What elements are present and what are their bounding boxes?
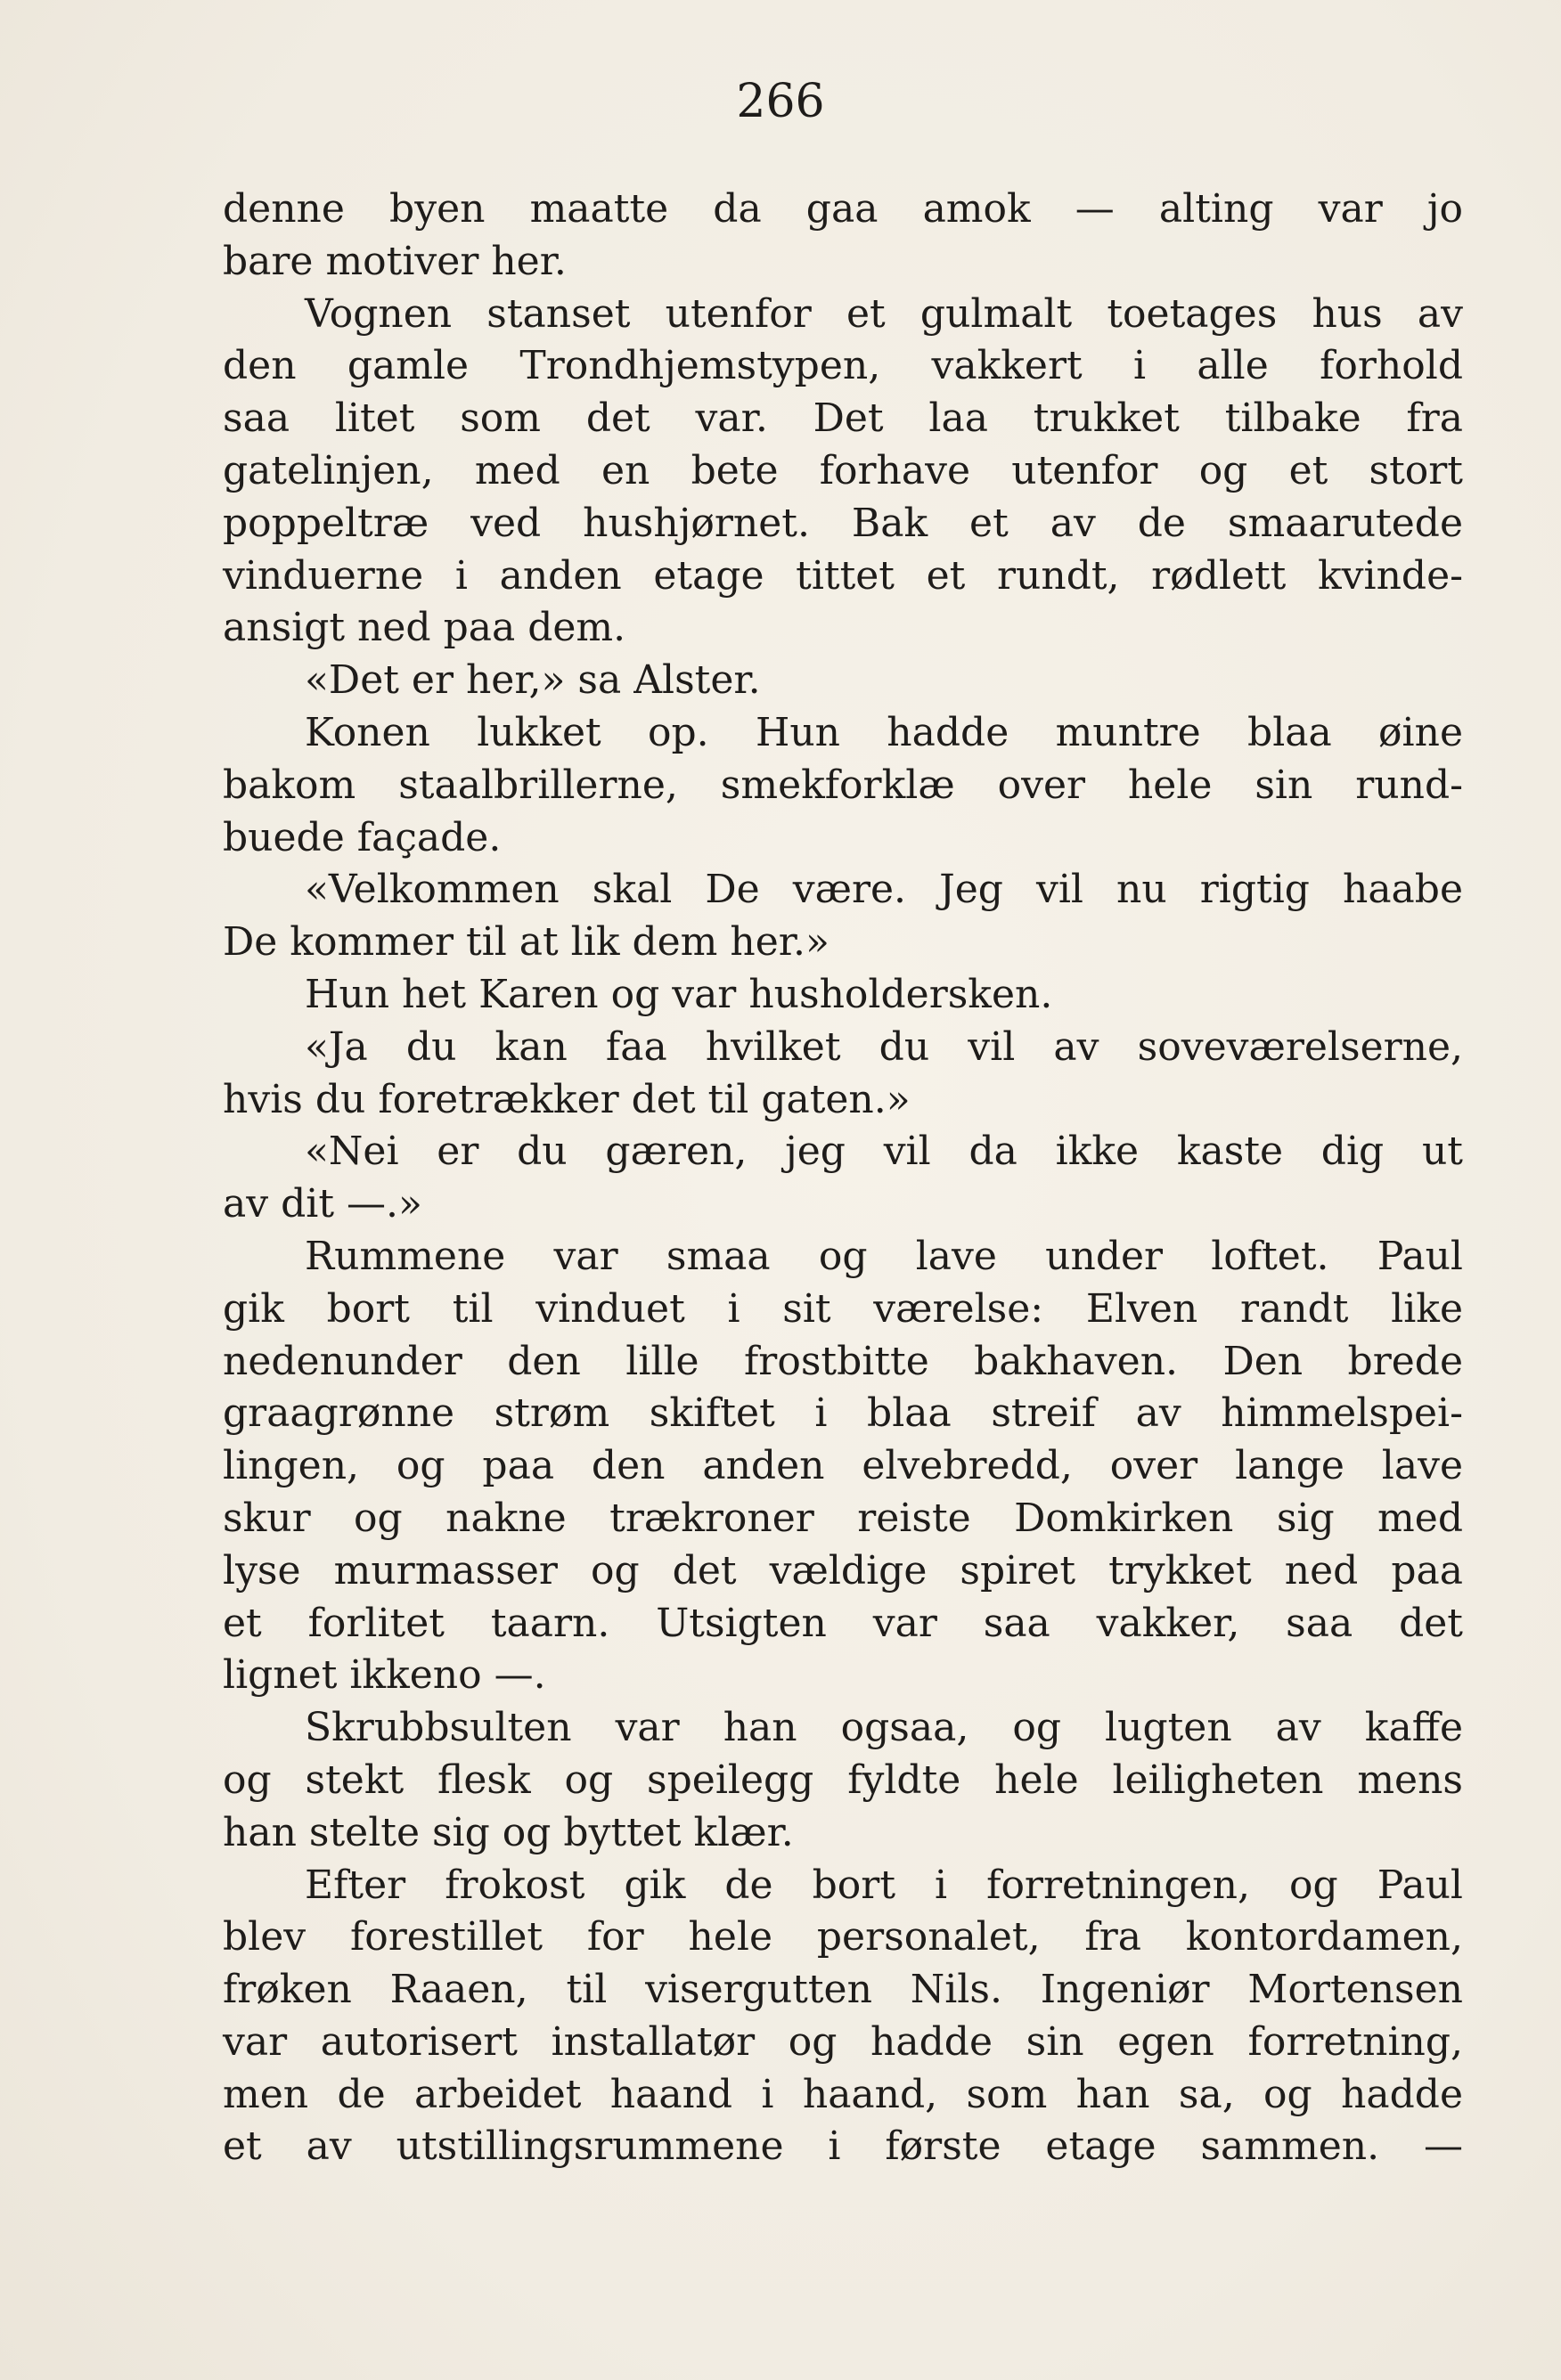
text-line: lingen, og paa den anden elvebredd, over lange lave (223, 1443, 1463, 1489)
text-line: Hun het Karen og var husholdersken. (305, 971, 1053, 1017)
text-line: graagrønne strøm skiftet i blaa streif av himmelspei- (223, 1390, 1463, 1437)
text-line: den gamle Trondhjemstypen, vakkert i alle forhold (223, 343, 1463, 389)
text-line: Konen lukket op. Hun hadde muntre blaa øine (305, 709, 1463, 755)
text-line: frøken Raaen, til visergutten Nils. Ingeniør Mortensen (223, 1967, 1463, 2013)
text-line: et forlitet taarn. Utsigten var saa vakker, saa det (223, 1600, 1463, 1646)
text-line: poppeltræ ved hushjørnet. Bak et av de smaarutede (223, 500, 1463, 546)
text-line: gatelinjen, med en bete forhave utenfor og et stort (223, 447, 1463, 493)
text-line: bare motiver her. (223, 238, 567, 284)
text-line: gik bort til vinduet i sit værelse: Elven randt like (223, 1285, 1463, 1332)
text-line: Skrubbsulten var han ogsaa, og lugten av kaffe (305, 1705, 1463, 1751)
text-line: «Nei er du gæren, jeg vil da ikke kaste dig ut (305, 1129, 1463, 1175)
text-line: var autorisert installatør og hadde sin egen forretning, (223, 2018, 1463, 2065)
text-line: han stelte sig og byttet klær. (223, 1809, 794, 1855)
text-line: og stekt flesk og speilegg fyldte hele leiligheten mens (223, 1756, 1463, 1803)
text-line: «Det er her,» sa Alster. (305, 657, 761, 704)
text-line: «Ja du kan faa hvilket du vil av soveværelserne, (305, 1023, 1463, 1070)
text-line: lignet ikkeno —. (223, 1652, 546, 1699)
text-line: vinduerne i anden etage tittet et rundt, rødlett kvinde- (223, 552, 1463, 599)
body-text (223, 183, 1463, 2173)
text-line: nedenunder den lille frostbitte bakhaven. Den brede (223, 1338, 1463, 1384)
text-line: lyse murmasser og det vældige spiret trykket ned paa (223, 1547, 1463, 1593)
text-line: ansigt ned paa dem. (223, 605, 626, 651)
text-line: skur og nakne trækroner reiste Domkirken sig med (223, 1495, 1463, 1541)
text-line: buede façade. (223, 814, 502, 860)
text-line: Efter frokost gik de bort i forretningen, og Paul (305, 1862, 1463, 1908)
text-line: bakom staalbrillerne, smekforklæ over hele sin rund- (223, 762, 1463, 808)
text-line: De kommer til at lik dem her.» (223, 919, 830, 966)
text-line: «Velkommen skal De være. Jeg vil nu rigtig haabe (305, 867, 1463, 913)
text-line: Vognen stanset utenfor et gulmalt toetages hus av (305, 290, 1463, 337)
page-number: 266 (736, 75, 825, 128)
text-line: Rummene var smaa og lave under loftet. Paul (305, 1233, 1463, 1279)
text-line: saa litet som det var. Det laa trukket tilbake fra (223, 395, 1463, 442)
text-line: denne byen maatte da gaa amok — alting var jo (223, 186, 1463, 232)
text-line: men de arbeidet haand i haand, som han sa, og hadde (223, 2071, 1463, 2117)
text-line: hvis du foretrækker det til gaten.» (223, 1076, 911, 1122)
text-line: av dit —.» (223, 1181, 422, 1227)
text-line: blev forestillet for hele personalet, fra kontordamen, (223, 1914, 1463, 1960)
text-line: et av utstillingsrummene i første etage sammen. — (223, 2123, 1463, 2170)
